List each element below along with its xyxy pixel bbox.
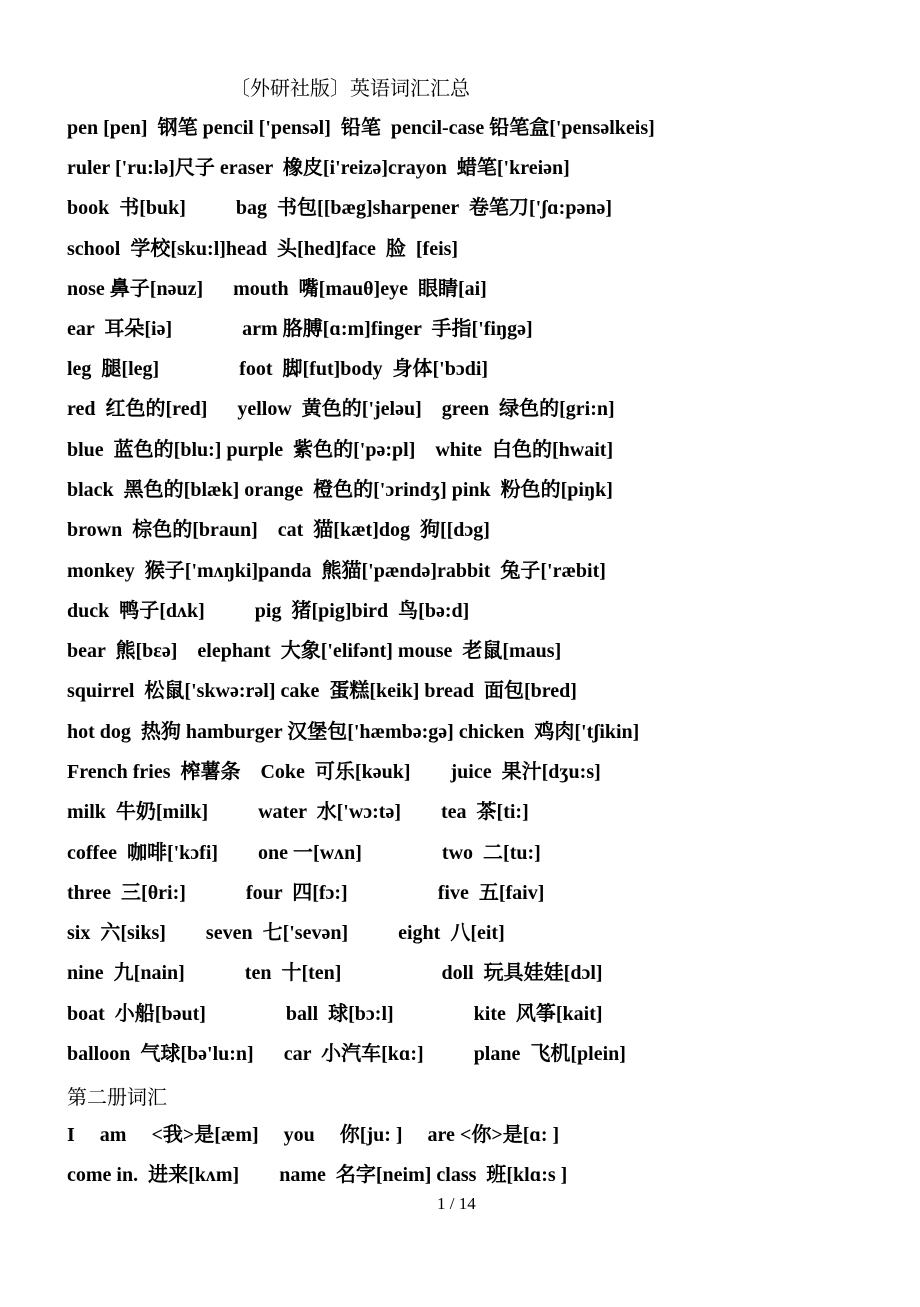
vocab-line: ear 耳朵[iə] arm 胳膊[ɑ:m]finger 手指['fiŋgə] [67,318,533,340]
vocab-line: duck 鸭子[dʌk] pig 猪[pig]bird 鸟[bə:d] [67,600,470,622]
vocab-line: pen [pen] 钢笔 pencil ['pensəl] 铅笔 pencil-case 铅笔盒['pensəlkeis] [67,117,655,139]
vocab-line: coffee 咖啡['kɔfi] one 一[wʌn] two 二[tu:] [67,842,541,864]
vocab-line: school 学校[sku:l]head 头[hed]face 脸 [feis] [67,238,459,260]
vocab-line: leg 腿[leg] foot 脚[fut]body 身体['bɔdi] [67,358,489,380]
vocab-line: French fries 榨薯条 Coke 可乐[kəuk] juice 果汁[dʒu:s] [67,761,601,783]
vocab-line: red 红色的[red] yellow 黄色的['jeləu] green 绿色的[gri:n] [67,398,615,420]
vocab-line: six 六[siks] seven 七['sevən] eight 八[eit] [67,922,505,944]
vocab-line: nine 九[nain] ten 十[ten] doll 玩具娃娃[dɔl] [67,962,603,984]
vocab-line: nose 鼻子[nəuz] mouth 嘴[mauθ]eye 眼睛[ai] [67,278,487,300]
section-heading: 第二册词汇 [67,1085,167,1109]
vocab-line: milk 牛奶[milk] water 水['wɔ:tə] tea 茶[ti:] [67,801,529,823]
vocab-line: hot dog 热狗 hamburger 汉堡包['hæmbə:gə] chicken 鸡肉['tʃikin] [67,721,640,743]
vocab-line: book 书[buk] bag 书包[[bæg]sharpener 卷笔刀['ʃɑ:pənə] [67,197,612,219]
vocab-line: black 黑色的[blæk] orange 橙色的['ɔrindʒ] pink 粉色的[piŋk] [67,479,613,501]
vocab-line: three 三[θri:] four 四[fɔ:] five 五[faiv] [67,882,545,904]
vocab-line: bear 熊[bεə] elephant 大象['elifənt] mouse 老鼠[maus] [67,640,562,662]
vocab-line: blue 蓝色的[blu:] purple 紫色的['pə:pl] white 白色的[hwait] [67,439,614,461]
vocab-line: boat 小船[bəut] ball 球[bɔ:l] kite 风筝[kait] [67,1003,603,1025]
vocab-line: monkey 猴子['mʌŋki]panda 熊猫['pændə]rabbit 兔子['ræbit] [67,560,606,582]
vocab-line: brown 棕色的[braun] cat 猫[kæt]dog 狗[[dɔg] [67,519,490,541]
vocab-line: ruler ['ru:lə]尺子 eraser 橡皮[i'reizə]crayon 蜡笔['kreiən] [67,157,570,179]
document-title: 〔外研社版〕英语词汇汇总 [230,76,470,100]
vocab-line: come in. 进来[kʌm] name 名字[neim] class 班[klɑ:s ] [67,1164,568,1186]
vocab-line: squirrel 松鼠['skwə:rəl] cake 蛋糕[keik] bread 面包[bred] [67,680,577,702]
page-number: 1 / 14 [437,1194,476,1213]
vocab-line: balloon 气球[bə'lu:n] car 小汽车[kɑ:] plane 飞机[plein] [67,1043,626,1065]
vocab-line: I am <我>是[æm] you 你[ju: ] are <你>是[ɑ: ] [67,1124,560,1146]
